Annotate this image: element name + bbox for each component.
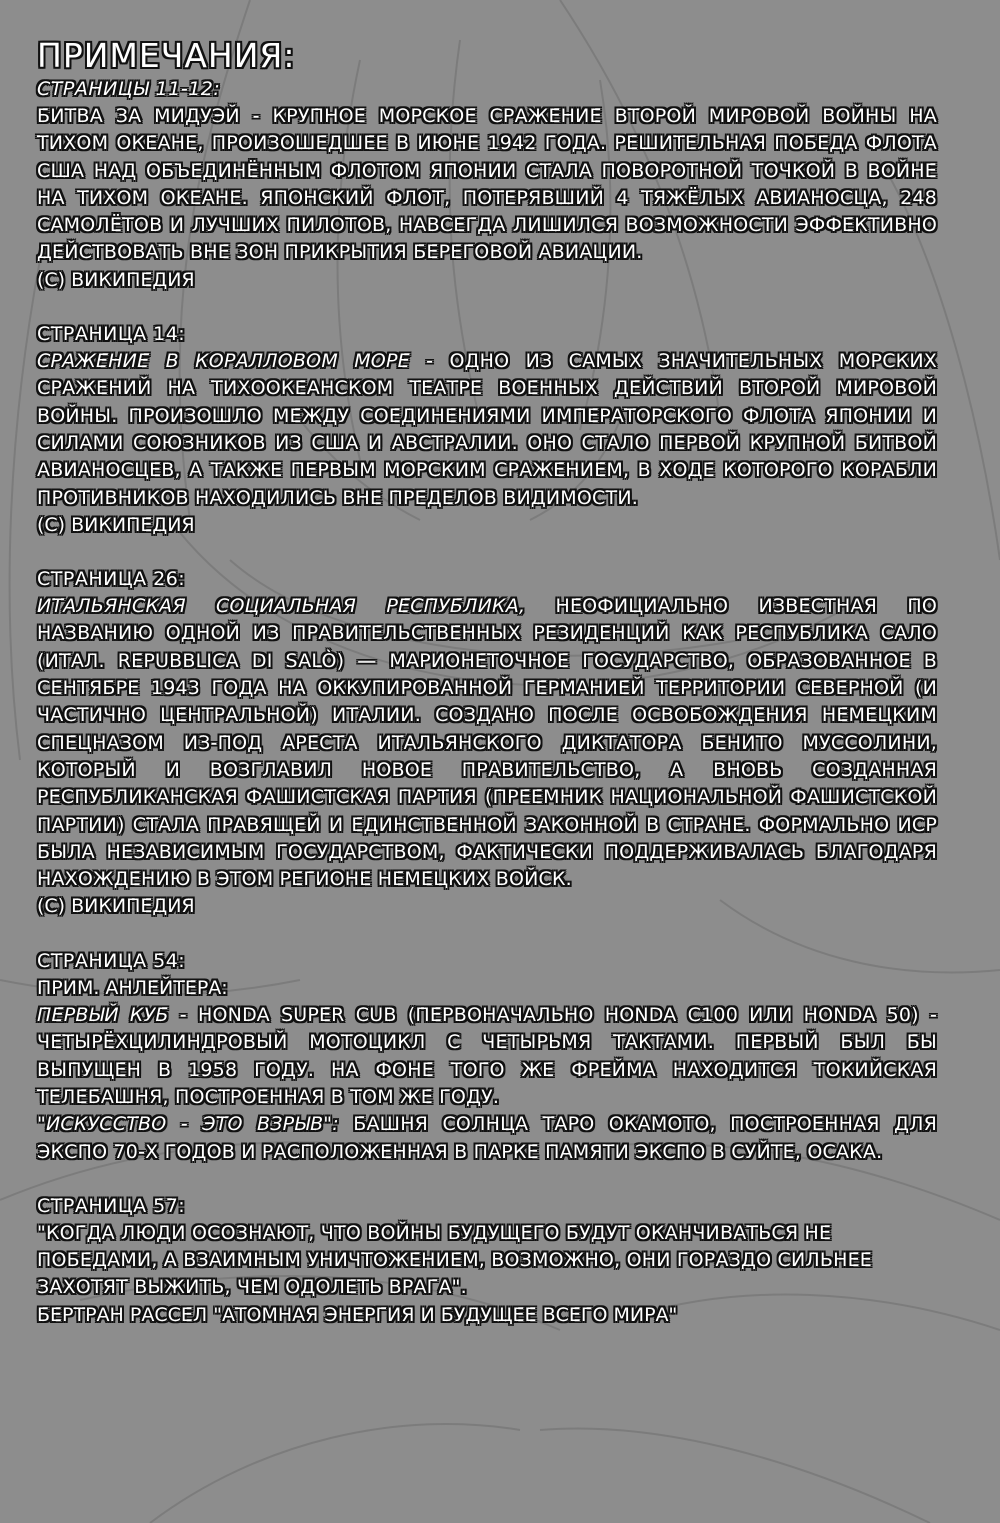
term-definition: НЕОФИЦИАЛЬНО ИЗВЕСТНАЯ ПО НАЗВАНИЮ ОДНОЙ ИЗ ПРАВИТЕЛЬСТВЕННЫХ РЕЗИДЕНЦИЙ КАК РЕСПУБЛИКА САЛО (ИТАЛ. REPUBBLICA DI SALÒ) — МАРИОНЕТОЧНОЕ ГОСУДАРСТВО, ОБРАЗОВАННОЕ В СЕНТЯБРЕ 1943 ГОДА НА ОККУПИРОВАННОЙ ГЕРМАНИЕЙ ТЕРРИТОРИИ СЕВЕРНОЙ (И ЧАСТИЧНО ЦЕНТРАЛЬНОЙ) ИТАЛИИ. СОЗДАНО ПОСЛЕ ОСВОБОЖДЕНИЯ НЕМЕЦКИМ СПЕЦНАЗОМ ИЗ-ПОД АРЕСТА ИТАЛЬЯНСКОГО ДИКТАТОРА БЕНИТО МУССОЛИНИ, КОТОРЫЙ И ВОЗГЛАВИЛ НОВОЕ ПРАВИТЕЛЬСТВО, А ВНОВЬ СОЗДАННАЯ РЕСПУБЛИКАНСКАЯ ФАШИСТСКАЯ ПАРТИЯ (ПРЕЕМНИК НАЦИОНАЛЬНОЙ ФАШИСТСКОЙ ПАРТИИ) СТАЛА ПРАВЯЩЕЙ И ЕДИНСТВЕННОЙ ЗАКОННОЙ В СТРАНЕ. ФОРМАЛЬНО ИСР БЫЛА НЕЗАВИСИМЫМ ГОСУДАРСТВОМ, ФАКТИЧЕСКИ ПОДДЕРЖИВАЛАСЬ БЛАГОДАРЯ НАХОЖДЕНИЮ В ЭТОМ РЕГИОНЕ НЕМЕЦКИХ ВОЙСК. (37, 595, 937, 891)
note-section (37, 76, 937, 294)
section-text (37, 1111, 937, 1166)
section-heading: СТРАНИЦЫ 11-12: (37, 78, 221, 100)
note-section (37, 948, 937, 1166)
page-title: ПРИМЕЧАНИЯ: (37, 36, 296, 75)
section-heading: СТРАНИЦА 57: (37, 1194, 186, 1217)
note-section (37, 1193, 937, 1329)
quote-attribution: БЕРТРАН РАССЕЛ "АТОМНАЯ ЭНЕРГИЯ И БУДУЩЕЕ ВСЕГО МИРА" (37, 1303, 678, 1326)
quote-text: "КОГДА ЛЮДИ ОСОЗНАЮТ, ЧТО ВОЙНЫ БУДУЩЕГО БУДУТ ОКАНЧИВАТЬСЯ НЕ ПОБЕДАМИ, А ВЗАИМНЫМ УНИЧТОЖЕНИЕМ, ВОЗМОЖНО, ОНИ ГОРАЗДО СИЛЬНЕЕ ЗАХОТЯТ ВЫЖИТЬ, ЧЕМ ОДОЛЕТЬ ВРАГА". (37, 1221, 872, 1299)
section-heading: СТРАНИЦА 26: (37, 568, 186, 591)
term-highlight: СРАЖЕНИЕ В КОРАЛЛОВОМ МОРЕ (37, 350, 410, 373)
term-definition: - ОДНО ИЗ САМЫХ ЗНАЧИТЕЛЬНЫХ МОРСКИХ СРАЖЕНИЙ НА ТИХООКЕАНСКОМ ТЕАТРЕ ВОЕННЫХ ДЕЙСТВИЙ ВТОРОЙ МИРОВОЙ ВОЙНЫ. ПРОИЗОШЛО МЕЖДУ СОЕДИНЕНИЯМИ ИМПЕРАТОРСКОГО ФЛОТА ЯПОНИИ И СИЛАМИ СОЮЗНИКОВ ИЗ США И АВСТРАЛИИ. ОНО СТАЛО ПЕРВОЙ КРУПНОЙ БИТВОЙ АВИАНОСЦЕВ, А ТАКЖЕ ПЕРВЫМ МОРСКИМ СРАЖЕНИЕМ, В ХОДЕ КОТОРОГО КОРАБЛИ ПРОТИВНИКОВ НАХОДИЛИСЬ ВНЕ ПРЕДЕЛОВ ВИДИМОСТИ. (37, 350, 937, 509)
section-text (37, 593, 937, 893)
translator-note-label: ПРИМ. АНЛЕЙТЕРА: (37, 976, 228, 999)
source-label: (С) ВИКИПЕДИЯ (37, 895, 195, 918)
section-text: БИТВА ЗА МИДУЭЙ - КРУПНОЕ МОРСКОЕ СРАЖЕНИЕ ВТОРОЙ МИРОВОЙ ВОЙНЫ НА ТИХОМ ОКЕАНЕ, ПРОИЗОШЕДШЕЕ В ИЮНЕ 1942 ГОДА. РЕШИТЕЛЬНАЯ ПОБЕДА ФЛОТА США НАД ОБЪЕДИНЁННЫМ ФЛОТОМ ЯПОНИИ СТАЛА ПОВОРОТНОЙ ТОЧКОЙ В ВОЙНЕ НА ТИХОМ ОКЕАНЕ. ЯПОНСКИЙ ФЛОТ, ПОТЕРЯВШИЙ 4 ТЯЖЁЛЫХ АВИАНОСЦА, 248 САМОЛЁТОВ И ЛУЧШИХ ПИЛОТОВ, НАВСЕГДА ЛИШИЛСЯ ВОЗМОЖНОСТИ ЭФФЕКТИВНО ДЕЙСТВОВАТЬ ВНЕ ЗОН ПРИКРЫТИЯ БЕРЕГОВОЙ АВИАЦИИ. (37, 105, 937, 264)
source-label: (С) ВИКИПЕДИЯ (37, 268, 195, 291)
notes-text (37, 36, 937, 1329)
term-highlight: ИТАЛЬЯНСКАЯ СОЦИАЛЬНАЯ РЕСПУБЛИКА, (37, 595, 526, 618)
section-heading: СТРАНИЦА 54: (37, 949, 186, 972)
term-definition: - HONDA SUPER CUB (ПЕРВОНАЧАЛЬНО HONDA C100 ИЛИ HONDA 50) - ЧЕТЫРЁХЦИЛИНДРОВЫЙ МОТОЦИКЛ С ЧЕТЫРЬМЯ ТАКТАМИ. ПЕРВЫЙ БЫЛ БЫ ВЫПУЩЕН В 1958 ГОДУ. НА ФОНЕ ТОГО ЖЕ ФРЕЙМА НАХОДИТСЯ ТОКИЙСКАЯ ТЕЛЕБАШНЯ, ПОСТРОЕННАЯ В ТОМ ЖЕ ГОДУ. (37, 1004, 937, 1108)
source-label: (С) ВИКИПЕДИЯ (37, 513, 195, 536)
term-definition: БАШНЯ СОЛНЦА ТАРО ОКАМОТО, ПОСТРОЕННАЯ ДЛЯ ЭКСПО 70-Х ГОДОВ И РАСПОЛОЖЕННАЯ В ПАРКЕ ПАМЯТИ ЭКСПО В СУЙТЕ, ОСАКА. (37, 1113, 937, 1163)
note-section (37, 566, 937, 921)
section-text (37, 348, 937, 512)
note-section (37, 321, 937, 539)
section-text (37, 1002, 937, 1111)
term-highlight: ПЕРВЫЙ КУБ (37, 1004, 169, 1027)
section-heading: СТРАНИЦА 14: (37, 323, 186, 346)
term-highlight: "ИСКУССТВО - ЭТО ВЗРЫВ": (37, 1113, 339, 1136)
